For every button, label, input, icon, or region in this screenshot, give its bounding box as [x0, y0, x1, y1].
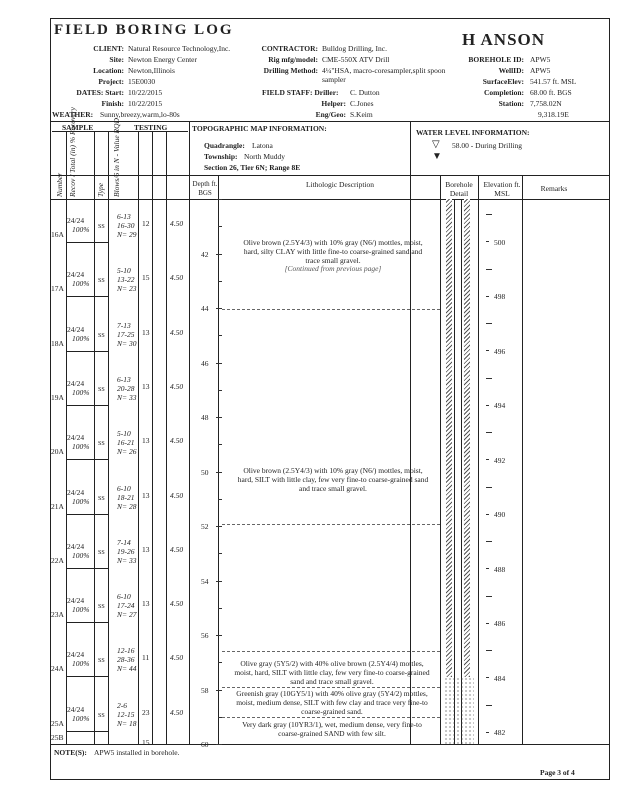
- depth-tick: [216, 526, 222, 527]
- helper-value: C.Jones: [350, 99, 374, 108]
- depth-tick: [216, 363, 222, 364]
- sample-type: SS: [98, 604, 105, 611]
- sample-n-value: N= 44: [117, 664, 137, 674]
- contact-line-1: [222, 309, 440, 310]
- elevation-label: 498: [494, 292, 506, 302]
- elevation-tick: [486, 541, 492, 542]
- enggeo-label: Eng/Geo:: [315, 110, 346, 119]
- elevation-label: 492: [494, 455, 506, 465]
- township-value: North Muddy: [244, 152, 286, 161]
- sample-test-1: 23: [142, 707, 150, 717]
- sample-row-divider: [66, 568, 108, 569]
- depth-tick: [218, 226, 222, 227]
- sample-type: SS: [98, 278, 105, 285]
- elevation-label: 490: [494, 510, 506, 520]
- sample-blows-1: 2-6: [117, 700, 127, 710]
- lith-desc-4: Greenish gray (10GY5/1) with 40% olive gray (5Y4/2) mottles, moist, medium dense, SILT with few clay and trace very fine-to coarse-grained sand.: [236, 689, 428, 716]
- sample-test-1: 13: [142, 544, 150, 554]
- elevation-tick: [486, 405, 489, 406]
- sample-blows-2: 12-15: [117, 709, 135, 719]
- elevation-tick: [486, 705, 492, 706]
- sample-recovery: 24/24: [67, 650, 85, 660]
- sample-n-value: N= 33: [117, 555, 137, 565]
- sample-blows-2: 28-36: [117, 655, 135, 665]
- col-line-7: [189, 121, 190, 744]
- elevation-tick: [486, 596, 492, 597]
- depth-tick: [216, 472, 222, 473]
- sample-number: 22A: [51, 555, 64, 565]
- topo-heading: TOPOGRAPHIC MAP INFORMATION:: [192, 124, 327, 133]
- lith-desc-1: Olive brown (2.5Y4/3) with 10% gray (N6/) mottles, moist, hard, silty CLAY with little fine-to coarse-grained sand and trace small gravel.: [243, 238, 423, 265]
- borehole-column-header: Borehole Detail: [445, 180, 473, 198]
- filter-pack: [444, 677, 474, 744]
- sample-recovery-pct: 100%: [72, 387, 90, 397]
- sample-recovery: 24/24: [67, 270, 85, 280]
- sample-test-2: 4.50: [170, 381, 184, 391]
- sample-recovery-pct: 100%: [72, 279, 90, 289]
- lith-desc-3: Olive gray (5Y5/2) with 40% olive brown (2.5Y4/4) mottles, moist, hard, SILT with little clay, few very fine-to coarse-grained sand and trace small gravel.: [234, 659, 430, 686]
- elevation-label: 482: [494, 728, 506, 738]
- sample-blows-2: 18-21: [117, 492, 135, 502]
- sample-test-2: 4.50: [170, 219, 184, 228]
- elevation-tick: [486, 650, 492, 651]
- sample-test-1: 13: [142, 436, 150, 446]
- sample-test-2: 4.50: [170, 327, 184, 337]
- company-logo: H ANSON: [462, 30, 546, 49]
- elevation-tick: [486, 350, 489, 351]
- depth-label: 48: [201, 413, 209, 422]
- water-symbol-2-icon: ▼: [432, 151, 442, 162]
- sample-recovery-pct: 100%: [72, 333, 90, 343]
- sample-type: SS: [98, 332, 105, 339]
- sample-test-2: 4.50: [170, 436, 184, 446]
- site-label: Site:: [109, 55, 124, 64]
- depth-label: 42: [201, 249, 209, 259]
- sample-number: 17A: [51, 284, 64, 294]
- sample-n-value: N= 27: [117, 610, 137, 620]
- wellid-label: WellID:: [498, 66, 524, 75]
- sample-number: 23A: [51, 610, 64, 620]
- wellid-value: APW5: [530, 66, 551, 75]
- col-line-10: [440, 175, 441, 744]
- sample-number: 25A: [51, 718, 64, 728]
- elevation-tick: [486, 459, 489, 460]
- quad-value: Latona: [252, 141, 273, 150]
- borehole-seal-right: [464, 199, 470, 677]
- method-label: Drilling Method:: [263, 66, 318, 75]
- lith-continued-note: [Continued from previous page]: [284, 264, 382, 273]
- sample-number: 24A: [51, 664, 64, 674]
- elevation-column-header: Elevation ft. MSL: [483, 180, 521, 198]
- notes-label: NOTE(S):: [54, 748, 87, 757]
- depth-tick: [216, 581, 222, 582]
- depth-label: 56: [201, 631, 209, 640]
- borehole-seal-left: [446, 199, 452, 677]
- sample-number: 16A: [51, 230, 64, 239]
- col-line-12: [522, 175, 523, 744]
- sample-type: SS: [98, 495, 105, 502]
- quad-label: Quadrangle:: [204, 141, 245, 150]
- sample-row-divider: [66, 242, 108, 243]
- contractor-value: Bulldog Drilling, Inc.: [322, 44, 387, 53]
- column-header-bottom: [50, 199, 609, 200]
- elevation-label: 494: [494, 401, 506, 411]
- sample-number: 21A: [51, 501, 64, 511]
- depth-tick: [216, 744, 222, 745]
- sample-blows-2: 13-22: [117, 275, 135, 285]
- enggeo-value: S.Keim: [350, 110, 373, 119]
- dates-label: DATES: Start:: [76, 88, 124, 97]
- sample-blows-1: 12-16: [117, 646, 135, 656]
- sample-blows-2: 20-28: [117, 383, 135, 393]
- sample-blows-1: 6-10: [117, 592, 131, 602]
- site-value: Newton Energy Center: [128, 55, 198, 64]
- elevation-label: 500: [494, 237, 506, 247]
- sample-recovery-pct: 100%: [72, 659, 90, 669]
- blows-column-header: Blows/6 in N - Value RQD: [112, 118, 121, 197]
- col-line-6: [166, 131, 167, 744]
- depth-tick: [218, 662, 222, 663]
- location-label: Location:: [93, 66, 124, 75]
- start-date: 10/22/2015: [128, 88, 163, 97]
- water-symbol-icon: ▽: [432, 139, 440, 150]
- contractor-label: CONTRACTOR:: [261, 44, 318, 53]
- borehole-label: BOREHOLE ID:: [468, 55, 524, 64]
- col-line-4: [138, 131, 139, 744]
- elevation-tick: [486, 323, 492, 324]
- sample-recovery-pct: 100%: [72, 225, 90, 234]
- sample-blows-1: 7-13: [117, 320, 131, 330]
- sample-recovery-pct: 100%: [72, 496, 90, 506]
- location-value: Newton,Illinois: [128, 66, 175, 75]
- col-line-2: [94, 131, 95, 744]
- depth-tick: [218, 390, 222, 391]
- page-title: FIELD BORING LOG: [54, 22, 234, 38]
- sample-blows-2: 16-30: [117, 221, 135, 230]
- driller-label: FIELD STAFF: Driller:: [262, 88, 339, 97]
- contact-line-2: [222, 524, 440, 525]
- sample-number: 18A: [51, 338, 64, 348]
- recovery-column-header: Recov / Total (in) % Recovery: [68, 107, 77, 197]
- page-number: Page 3 of 4: [540, 768, 575, 777]
- sample-n-value: N= 29: [117, 230, 137, 239]
- station-value-2: 9,318.19E: [538, 110, 569, 119]
- completion-value: 68.00 ft. BGS: [530, 88, 572, 97]
- contact-line-3: [222, 651, 440, 652]
- rig-label: Rig mfg/model:: [268, 55, 318, 64]
- lith-desc-5: Very dark gray (10YR3/1), wet, medium dense, very fine-to coarse-grained SAND with few silt.: [242, 720, 422, 738]
- depth-tick: [216, 635, 222, 636]
- notes-value: APW5 installed in borehole.: [94, 748, 180, 757]
- section-value: Section 26, Tier 6N; Range 8E: [204, 163, 301, 172]
- depth-tick: [218, 499, 222, 500]
- sample-blows-1: 6-13: [117, 212, 131, 221]
- sample-blows-1: 7-14: [117, 537, 131, 547]
- sample-row-divider: [66, 351, 108, 352]
- method-value: 4¼"HSA, macro-coresampler,split spoon sampler: [322, 66, 446, 84]
- sample-row-divider: [66, 459, 108, 460]
- sample-n-value: N= 18: [117, 718, 137, 728]
- sample-test-2: 4.50: [170, 273, 184, 283]
- finish-label: Finish:: [101, 99, 124, 108]
- sample-blows-2: 16-21: [117, 438, 135, 448]
- col-line-8: [218, 175, 219, 744]
- sample-test-2: 4.50: [170, 544, 184, 554]
- sample-type: SS: [98, 658, 105, 665]
- sample-row-divider: [66, 731, 108, 732]
- sample-test-2: 4.50: [170, 490, 184, 500]
- sample-row-divider: [66, 296, 108, 297]
- sample-blows-2: 17-25: [117, 329, 135, 339]
- sample-type: SS: [98, 712, 105, 719]
- sample-row-divider: [66, 514, 108, 515]
- project-value: 15E0030: [128, 77, 156, 86]
- depth-label: 44: [201, 304, 209, 313]
- elevation-label: 496: [494, 346, 506, 356]
- sample-recovery-pct: 100%: [72, 605, 90, 615]
- station-label: Station:: [498, 99, 524, 108]
- borehole-value: APW5: [530, 55, 551, 64]
- sample-number: 25B: [51, 733, 64, 742]
- elevation-tick: [486, 514, 489, 515]
- finish-date: 10/22/2015: [128, 99, 163, 108]
- casing-left: [454, 199, 455, 744]
- sample-type: SS: [98, 549, 105, 556]
- col-line-11: [478, 175, 479, 744]
- station-value: 7,758.02N: [530, 99, 562, 108]
- sample-test-1: 15: [142, 738, 150, 747]
- elevation-tick: [486, 568, 489, 569]
- sample-blows-2: 17-24: [117, 601, 135, 611]
- depth-label: 58: [201, 685, 209, 695]
- sample-recovery: 24/24: [67, 433, 85, 443]
- elevation-tick: [486, 677, 489, 678]
- depth-label: 54: [201, 576, 209, 586]
- sample-test-2: 4.50: [170, 707, 184, 717]
- sample-row-divider: [66, 622, 108, 623]
- sample-test-1: 13: [142, 381, 150, 391]
- elevation-tick: [486, 432, 492, 433]
- sample-blows-2: 19-26: [117, 546, 135, 556]
- sample-recovery: 24/24: [67, 324, 85, 334]
- depth-label: 46: [201, 358, 209, 368]
- sample-row-divider: [66, 676, 108, 677]
- sample-blows-1: 5-10: [117, 429, 131, 439]
- sample-test-2: 4.50: [170, 653, 184, 663]
- client-value: Natural Resource Technology,Inc.: [128, 44, 231, 53]
- sample-recovery: 24/24: [67, 216, 85, 225]
- sample-type: SS: [98, 386, 105, 393]
- sample-recovery: 24/24: [67, 704, 85, 714]
- elevation-label: 484: [494, 673, 506, 683]
- elevation-tick: [486, 487, 492, 488]
- header-divider: [50, 121, 609, 122]
- contact-line-5: [222, 717, 440, 718]
- rig-value: CME-550X ATV Drill: [322, 55, 390, 64]
- depth-label: 60: [201, 740, 209, 749]
- sample-recovery: 24/24: [67, 378, 85, 388]
- sample-test-1: 13: [142, 599, 150, 609]
- sample-n-value: N= 28: [117, 501, 137, 511]
- elevation-tick: [486, 269, 492, 270]
- project-label: Project:: [98, 77, 124, 86]
- type-column-header: Type: [96, 182, 105, 197]
- elev-value: 541.57 ft. MSL: [530, 77, 577, 86]
- depth-tick: [216, 254, 222, 255]
- sample-test-1: 11: [142, 653, 150, 663]
- contact-line-4: [222, 687, 440, 688]
- sample-recovery-pct: 100%: [72, 550, 90, 560]
- elevation-tick: [486, 378, 492, 379]
- driller-value: C. Dutton: [350, 88, 380, 97]
- column-header-top: [50, 175, 609, 176]
- sample-recovery: 24/24: [67, 487, 85, 497]
- col-line-3: [108, 131, 109, 744]
- helper-label: Helper:: [321, 99, 346, 108]
- sample-recovery-pct: 100%: [72, 442, 90, 452]
- testing-heading: TESTING: [134, 123, 168, 132]
- notes-divider: [50, 744, 609, 745]
- water-level-value: 58.00 - During Drilling: [452, 141, 522, 150]
- elev-label: SurfaceElev:: [482, 77, 524, 86]
- depth-tick: [216, 199, 222, 200]
- elevation-label: 488: [494, 564, 506, 574]
- lith-desc-2: Olive brown (2.5Y4/3) with 10% gray (N6/) mottles, moist, hard, SILT with little clay, few very fine-to coarse-grained sand and trace small gravel.: [237, 466, 429, 493]
- elevation-tick: [486, 214, 492, 215]
- sample-test-1: 13: [142, 327, 150, 337]
- depth-tick: [218, 281, 222, 282]
- weather-value: Sunny,breezy,warm,lo-80s: [100, 110, 180, 119]
- sample-n-value: N= 33: [117, 392, 137, 402]
- depth-tick: [218, 335, 222, 336]
- sample-number: 19A: [51, 392, 64, 402]
- depth-label: 52: [201, 522, 209, 531]
- sample-recovery: 24/24: [67, 541, 85, 551]
- elevation-tick: [486, 732, 489, 733]
- sample-recovery-pct: 100%: [72, 713, 90, 723]
- sample-test-1: 12: [142, 219, 150, 228]
- sample-type: SS: [98, 224, 105, 230]
- sample-n-value: N= 30: [117, 338, 137, 348]
- elevation-tick: [486, 623, 489, 624]
- depth-tick: [218, 608, 222, 609]
- elevation-label: 486: [494, 619, 506, 629]
- depth-tick: [216, 690, 222, 691]
- sample-number: 20A: [51, 447, 64, 457]
- sample-heading: SAMPLE: [62, 123, 94, 132]
- depth-tick: [218, 553, 222, 554]
- weather-label: WEATHER:: [52, 110, 94, 119]
- elevation-tick: [486, 296, 489, 297]
- casing-right: [461, 199, 462, 744]
- sample-row-divider: [66, 405, 108, 406]
- sample-test-2: 4.50: [170, 599, 184, 609]
- sample-blows-1: 6-13: [117, 374, 131, 384]
- depth-label: 50: [201, 467, 209, 477]
- col-line-5: [152, 131, 153, 744]
- sample-test-1: 15: [142, 273, 150, 283]
- number-column-header: Number: [55, 172, 64, 197]
- sample-n-value: N= 26: [117, 447, 137, 457]
- depth-tick: [216, 417, 222, 418]
- client-label: CLIENT:: [93, 44, 124, 53]
- sample-n-value: N= 23: [117, 284, 137, 294]
- lith-column-header: Lithologic Description: [305, 180, 375, 189]
- sample-blows-1: 6-10: [117, 483, 131, 493]
- completion-label: Completion:: [484, 88, 524, 97]
- depth-tick: [218, 444, 222, 445]
- sample-recovery: 24/24: [67, 596, 85, 606]
- township-label: Township:: [204, 152, 238, 161]
- elevation-tick: [486, 241, 489, 242]
- remarks-column-header: Remarks: [540, 184, 568, 193]
- depth-column-header: Depth ft. BGS: [192, 180, 218, 197]
- sample-test-1: 13: [142, 490, 150, 500]
- water-heading: WATER LEVEL INFORMATION:: [416, 128, 530, 137]
- sample-blows-1: 5-10: [117, 266, 131, 276]
- sample-type: SS: [98, 441, 105, 448]
